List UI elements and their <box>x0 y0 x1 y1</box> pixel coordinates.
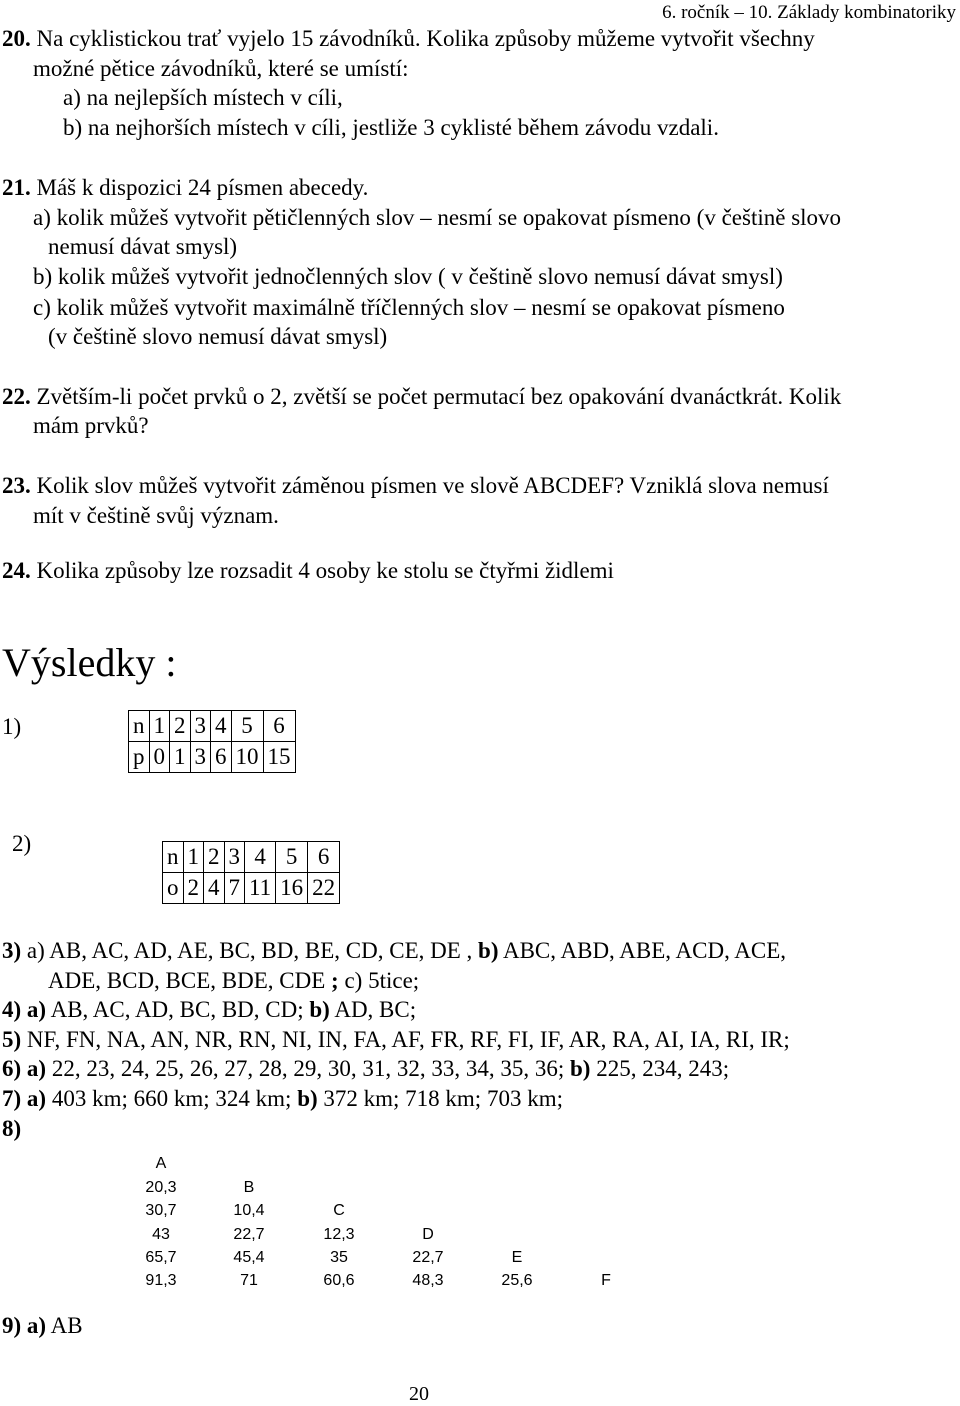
table-cell: 7 <box>224 873 245 904</box>
table-cell: 6 <box>263 711 295 742</box>
result-2-label: 2) <box>12 831 32 856</box>
result-2-table <box>162 841 340 904</box>
tri-cell: 43 <box>152 1226 170 1243</box>
course-header: 6. ročník – 10. Základy kombinatoriky <box>662 2 956 23</box>
table-cell: 4 <box>211 711 232 742</box>
table-cell: 4 <box>204 873 225 904</box>
problem-number: 24. <box>2 558 31 583</box>
table-cell: 5 <box>276 842 308 873</box>
table-cell: 1 <box>170 742 191 773</box>
result-4-line: 4) a) AB, AC, AD, BC, BD, CD; b) AD, BC; <box>2 997 417 1022</box>
problem-23-line-2: mít v češtině svůj význam. <box>33 503 279 528</box>
problem-20-line-2: možné pětice závodníků, které se umístí: <box>33 56 409 81</box>
table-cell: 5 <box>231 711 263 742</box>
table-cell: 3 <box>190 742 211 773</box>
result-8-label: 8) <box>2 1116 22 1141</box>
table-cell: 15 <box>263 742 295 773</box>
table-cell: 10 <box>231 742 263 773</box>
problem-number: 23. <box>2 473 31 498</box>
problem-20-line-4: b) na nejhorších místech v cíli, jestliže 3 cyklisté během závodu vzdali. <box>63 115 719 140</box>
table-cell: 2 <box>170 711 191 742</box>
problem-22-line-2: mám prvků? <box>33 413 149 438</box>
table-cell: 4 <box>245 842 276 873</box>
problem-21-line-6: (v češtině slovo nemusí dávat smysl) <box>48 324 388 349</box>
table-cell: n <box>163 842 184 873</box>
problem-23-line-1: 23. Kolik slov můžeš vytvořit záměnou písmen ve slově ABCDEF? Vzniklá slova nemusí <box>2 473 829 498</box>
tri-header-c: C <box>333 1202 345 1219</box>
result-5-line: 5) NF, FN, NA, AN, NR, RN, NI, IN, FA, AF, FR, RF, FI, IF, AR, RA, AI, IA, RI, IR; <box>2 1027 790 1052</box>
problem-21-line-1: 21. Máš k dispozici 24 písmen abecedy. <box>2 175 369 200</box>
result-3-line-1: 3) a) AB, AC, AD, AE, BC, BD, BE, CD, CE, DE , b) ABC, ABD, ABE, ACD, ACE, <box>2 938 787 963</box>
tri-cell: 22,7 <box>412 1249 444 1266</box>
tri-cell: 71 <box>240 1272 258 1289</box>
tri-header-f: F <box>601 1272 611 1289</box>
tri-cell: 30,7 <box>145 1202 177 1219</box>
tri-cell: 35 <box>330 1249 348 1266</box>
problem-21-line-5: c) kolik můžeš vytvořit maximálně tříčlenných slov – nesmí se opakovat písmeno <box>33 295 785 320</box>
table-cell: 16 <box>276 873 308 904</box>
problem-number: 21. <box>2 175 31 200</box>
result-1-table <box>128 710 296 773</box>
table-cell: 22 <box>308 873 340 904</box>
tri-cell: 12,3 <box>323 1226 355 1243</box>
table-cell: 6 <box>308 842 340 873</box>
tri-cell: 45,4 <box>233 1249 265 1266</box>
tri-cell: 10,4 <box>233 1202 265 1219</box>
table-cell: 2 <box>204 842 225 873</box>
result-6-line: 6) a) 22, 23, 24, 25, 26, 27, 28, 29, 30, 31, 32, 33, 34, 35, 36; b) 225, 234, 243; <box>2 1056 730 1081</box>
table-cell: 1 <box>149 711 170 742</box>
table-cell: o <box>163 873 184 904</box>
table-cell: 3 <box>190 711 211 742</box>
tri-header-a: A <box>155 1155 167 1172</box>
tri-cell: 25,6 <box>501 1272 533 1289</box>
tri-cell: 48,3 <box>412 1272 444 1289</box>
tri-header-d: D <box>422 1226 434 1243</box>
problem-20-line-3: a) na nejlepších místech v cíli, <box>63 85 343 110</box>
table-row <box>129 711 296 742</box>
problem-24-line-1: 24. Kolika způsoby lze rozsadit 4 osoby ke stolu se čtyřmi židlemi <box>2 558 614 583</box>
tri-cell: 22,7 <box>233 1226 265 1243</box>
tri-cell: 91,3 <box>145 1272 177 1289</box>
result-7-line: 7) a) 403 km; 660 km; 324 km; b) 372 km; 718 km; 703 km; <box>2 1086 563 1111</box>
tri-header-b: B <box>243 1179 255 1196</box>
problem-number: 20. <box>2 26 31 51</box>
result-3-line-2: ADE, BCD, BCE, BDE, CDE ; c) 5tice; <box>48 968 420 993</box>
table-cell: p <box>129 742 150 773</box>
tri-cell: 60,6 <box>323 1272 355 1289</box>
problem-number: 22. <box>2 384 31 409</box>
problem-21-line-4: b) kolik můžeš vytvořit jednočlenných slov ( v češtině slovo nemusí dávat smysl) <box>33 264 783 289</box>
table-cell: 6 <box>211 742 232 773</box>
tri-header-e: E <box>511 1249 523 1266</box>
table-row <box>163 842 340 873</box>
problem-20-line-1: 20. Na cyklistickou trať vyjelo 15 závodníků. Kolika způsoby můžeme vytvořit všechny <box>2 26 815 51</box>
table-row <box>163 873 340 904</box>
table-cell: n <box>129 711 150 742</box>
problem-21-line-2: a) kolik můžeš vytvořit pětičlenných slov – nesmí se opakovat písmeno (v češtině slovo <box>33 205 842 230</box>
table-cell: 1 <box>183 842 204 873</box>
table-cell: 3 <box>224 842 245 873</box>
table-row <box>129 742 296 773</box>
result-9-line: 9) a) AB <box>2 1313 83 1338</box>
problem-22-line-1: 22. Zvětším-li počet prvků o 2, zvětší se počet permutací bez opakování dvanáctkrát. Kolik <box>2 384 842 409</box>
table-cell: 0 <box>149 742 170 773</box>
tri-cell: 20,3 <box>145 1179 177 1196</box>
problem-21-line-3: nemusí dávat smysl) <box>48 234 238 259</box>
table-cell: 11 <box>245 873 276 904</box>
tri-cell: 65,7 <box>145 1249 177 1266</box>
results-title: Výsledky : <box>2 640 177 685</box>
result-1-label: 1) <box>2 714 22 739</box>
table-cell: 2 <box>183 873 204 904</box>
page-number: 20 <box>409 1383 429 1405</box>
